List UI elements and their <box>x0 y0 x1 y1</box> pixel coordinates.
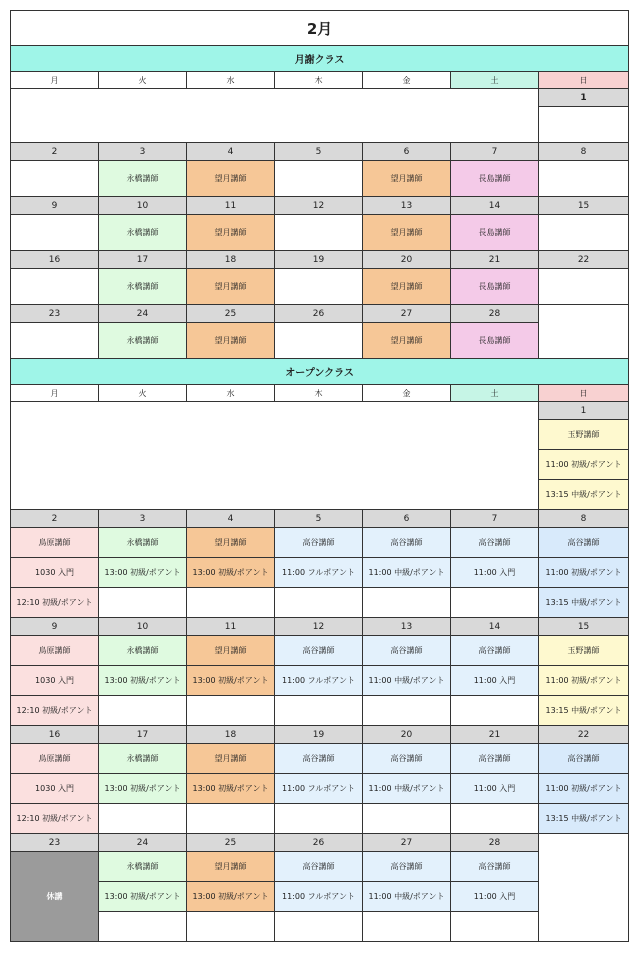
weekday-sat: 土 <box>451 385 539 402</box>
class-cell <box>99 588 187 618</box>
date-cell: 16 <box>11 726 99 744</box>
class-cell: 望月講師 <box>187 852 275 882</box>
weekday-mon: 月 <box>11 385 99 402</box>
class-cell: 13:00 初級/ポアント <box>187 774 275 804</box>
date-cell: 5 <box>275 510 363 528</box>
date-cell: 27 <box>363 834 451 852</box>
class-cell: 12:10 初級/ポアント <box>11 588 99 618</box>
class-cell: 高谷講師 <box>451 528 539 558</box>
date-cell: 8 <box>539 143 629 161</box>
class-cell: 長島講師 <box>451 323 539 359</box>
class-cell: 永橋講師 <box>99 852 187 882</box>
class-cell: 玉野講師 <box>539 420 629 450</box>
class-cell: 11:00 入門 <box>451 774 539 804</box>
schedule-table <box>10 10 629 942</box>
class-cell: 高谷講師 <box>363 528 451 558</box>
date-cell: 7 <box>451 510 539 528</box>
class-cell <box>187 804 275 834</box>
class-cell: 望月講師 <box>363 323 451 359</box>
class-cell <box>99 804 187 834</box>
date-cell: 19 <box>275 251 363 269</box>
class-cell: 13:15 中級/ポアント <box>539 804 629 834</box>
class-cell: 11:00 中級/ポアント <box>363 558 451 588</box>
date-cell: 17 <box>99 726 187 744</box>
weekday-wed: 水 <box>187 385 275 402</box>
weekday-thu: 木 <box>275 385 363 402</box>
class-cell: 11:00 フルポアント <box>275 558 363 588</box>
date-cell: 25 <box>187 834 275 852</box>
date-cell: 26 <box>275 834 363 852</box>
weekday-sat: 土 <box>451 72 539 89</box>
class-cell: 12:10 初級/ポアント <box>11 804 99 834</box>
date-cell: 17 <box>99 251 187 269</box>
weekday-mon: 月 <box>11 72 99 89</box>
date-cell: 28 <box>451 834 539 852</box>
class-cell: 高谷講師 <box>363 852 451 882</box>
class-cell: 高谷講師 <box>363 744 451 774</box>
class-cell: 永橋講師 <box>99 323 187 359</box>
class-cell: 13:00 初級/ポアント <box>99 666 187 696</box>
date-cell: 18 <box>187 726 275 744</box>
date-cell: 12 <box>275 618 363 636</box>
class-cell: 望月講師 <box>363 215 451 251</box>
schedule-sheet <box>10 10 628 942</box>
weekday-sun: 日 <box>539 72 629 89</box>
date-cell: 20 <box>363 726 451 744</box>
class-cell <box>275 804 363 834</box>
class-cell: 望月講師 <box>187 161 275 197</box>
date-cell: 1 <box>539 89 629 107</box>
empty-cell <box>539 834 629 942</box>
date-cell: 18 <box>187 251 275 269</box>
class-cell: 永橋講師 <box>99 215 187 251</box>
class-cell: 永橋講師 <box>99 636 187 666</box>
date-cell: 13 <box>363 197 451 215</box>
class-cell: 13:00 初級/ポアント <box>99 882 187 912</box>
class-cell <box>275 269 363 305</box>
class-cell: 望月講師 <box>187 636 275 666</box>
weekday-sun: 日 <box>539 385 629 402</box>
class-cell <box>451 912 539 942</box>
date-cell: 22 <box>539 726 629 744</box>
monthly-weekday-header <box>11 72 629 89</box>
class-cell <box>275 161 363 197</box>
date-cell: 10 <box>99 618 187 636</box>
date-cell: 9 <box>11 197 99 215</box>
date-cell: 24 <box>99 305 187 323</box>
class-cell: 望月講師 <box>187 323 275 359</box>
date-cell: 21 <box>451 251 539 269</box>
class-cell <box>539 215 629 251</box>
class-cell: 鳥原講師 <box>11 636 99 666</box>
date-cell: 4 <box>187 510 275 528</box>
class-cell: 望月講師 <box>187 215 275 251</box>
date-cell: 13 <box>363 618 451 636</box>
date-cell: 2 <box>11 143 99 161</box>
class-cell: 高谷講師 <box>451 636 539 666</box>
class-cell: 12:10 初級/ポアント <box>11 696 99 726</box>
class-cell <box>275 912 363 942</box>
date-cell: 22 <box>539 251 629 269</box>
class-cell <box>363 696 451 726</box>
class-cell <box>451 804 539 834</box>
class-cell: 高谷講師 <box>275 636 363 666</box>
date-cell: 14 <box>451 197 539 215</box>
date-cell: 11 <box>187 197 275 215</box>
class-cell: 11:00 フルポアント <box>275 666 363 696</box>
class-cell <box>11 215 99 251</box>
class-cell: 長島講師 <box>451 269 539 305</box>
class-cell: 1030 入門 <box>11 666 99 696</box>
open-class-header: オープンクラス <box>11 359 629 385</box>
weekday-wed: 水 <box>187 72 275 89</box>
class-cell: 13:00 初級/ポアント <box>187 882 275 912</box>
class-cell: 11:00 中級/ポアント <box>363 666 451 696</box>
class-cell: 高谷講師 <box>275 852 363 882</box>
class-cell: 13:00 初級/ポアント <box>187 558 275 588</box>
class-cell: 鳥原講師 <box>11 528 99 558</box>
weekday-fri: 金 <box>363 72 451 89</box>
date-cell: 9 <box>11 618 99 636</box>
date-cell: 28 <box>451 305 539 323</box>
date-cell: 23 <box>11 305 99 323</box>
date-cell: 12 <box>275 197 363 215</box>
class-cell <box>363 588 451 618</box>
class-cell: 13:00 初級/ポアント <box>187 666 275 696</box>
class-cell <box>451 588 539 618</box>
class-cell: 高谷講師 <box>451 744 539 774</box>
class-cell: 11:00 初級/ポアント <box>539 666 629 696</box>
class-cell <box>539 161 629 197</box>
date-cell: 27 <box>363 305 451 323</box>
class-cell <box>275 323 363 359</box>
class-cell <box>275 215 363 251</box>
class-cell: 13:15 中級/ポアント <box>539 480 629 510</box>
empty-cell <box>11 402 539 510</box>
class-cell <box>363 912 451 942</box>
weekday-tue: 火 <box>99 385 187 402</box>
weekday-tue: 火 <box>99 72 187 89</box>
date-cell: 11 <box>187 618 275 636</box>
weekday-fri: 金 <box>363 385 451 402</box>
class-cell: 11:00 入門 <box>451 558 539 588</box>
weekday-thu: 木 <box>275 72 363 89</box>
class-cell: 11:00 フルポアント <box>275 774 363 804</box>
class-cell: 11:00 中級/ポアント <box>363 774 451 804</box>
class-cell: 鳥原講師 <box>11 744 99 774</box>
date-cell: 6 <box>363 510 451 528</box>
class-cell: 高谷講師 <box>275 744 363 774</box>
class-cell: 11:00 初級/ポアント <box>539 450 629 480</box>
class-cell <box>11 323 99 359</box>
date-cell: 26 <box>275 305 363 323</box>
class-cell: 長島講師 <box>451 215 539 251</box>
class-cell: 長島講師 <box>451 161 539 197</box>
class-cell <box>187 588 275 618</box>
date-cell: 21 <box>451 726 539 744</box>
date-cell: 23 <box>11 834 99 852</box>
class-cell <box>11 269 99 305</box>
date-cell: 25 <box>187 305 275 323</box>
empty-cell <box>539 107 629 143</box>
class-cell <box>99 696 187 726</box>
class-cell: 1030 入門 <box>11 774 99 804</box>
class-cell: 望月講師 <box>363 269 451 305</box>
class-cell: 13:00 初級/ポアント <box>99 774 187 804</box>
date-cell: 3 <box>99 510 187 528</box>
class-cell: 11:00 初級/ポアント <box>539 774 629 804</box>
date-cell: 16 <box>11 251 99 269</box>
empty-cell <box>539 305 629 359</box>
page-title: 2月 <box>11 11 629 46</box>
class-cell: 高谷講師 <box>539 528 629 558</box>
date-cell: 8 <box>539 510 629 528</box>
empty-cell <box>11 89 539 143</box>
class-cell: 11:00 入門 <box>451 666 539 696</box>
class-cell: 13:00 初級/ポアント <box>99 558 187 588</box>
class-cell: 永橋講師 <box>99 269 187 305</box>
class-cell: 13:15 中級/ポアント <box>539 588 629 618</box>
class-cell <box>539 269 629 305</box>
closed-cell: 休講 <box>11 852 99 942</box>
class-cell <box>451 696 539 726</box>
date-cell: 14 <box>451 618 539 636</box>
class-cell: 望月講師 <box>187 528 275 558</box>
class-cell <box>187 912 275 942</box>
date-cell: 5 <box>275 143 363 161</box>
class-cell: 高谷講師 <box>451 852 539 882</box>
date-cell: 6 <box>363 143 451 161</box>
class-cell: 玉野講師 <box>539 636 629 666</box>
class-cell: 高谷講師 <box>539 744 629 774</box>
class-cell <box>275 696 363 726</box>
class-cell <box>363 804 451 834</box>
class-cell: 望月講師 <box>187 744 275 774</box>
class-cell: 11:00 入門 <box>451 882 539 912</box>
date-cell: 15 <box>539 197 629 215</box>
class-cell: 望月講師 <box>363 161 451 197</box>
class-cell: 高谷講師 <box>363 636 451 666</box>
class-cell <box>187 696 275 726</box>
date-cell: 4 <box>187 143 275 161</box>
class-cell <box>11 161 99 197</box>
date-cell: 2 <box>11 510 99 528</box>
date-cell: 20 <box>363 251 451 269</box>
date-cell: 15 <box>539 618 629 636</box>
class-cell: 永橋講師 <box>99 161 187 197</box>
date-cell: 3 <box>99 143 187 161</box>
class-cell: 望月講師 <box>187 269 275 305</box>
class-cell: 11:00 中級/ポアント <box>363 882 451 912</box>
class-cell: 1030 入門 <box>11 558 99 588</box>
class-cell: 永橋講師 <box>99 528 187 558</box>
date-cell: 19 <box>275 726 363 744</box>
class-cell: 永橋講師 <box>99 744 187 774</box>
date-cell: 1 <box>539 402 629 420</box>
date-cell: 24 <box>99 834 187 852</box>
class-cell: 11:00 初級/ポアント <box>539 558 629 588</box>
monthly-class-header: 月謝クラス <box>11 46 629 72</box>
class-cell: 11:00 フルポアント <box>275 882 363 912</box>
class-cell: 13:15 中級/ポアント <box>539 696 629 726</box>
class-cell <box>99 912 187 942</box>
date-cell: 7 <box>451 143 539 161</box>
date-cell: 10 <box>99 197 187 215</box>
class-cell: 高谷講師 <box>275 528 363 558</box>
class-cell <box>275 588 363 618</box>
